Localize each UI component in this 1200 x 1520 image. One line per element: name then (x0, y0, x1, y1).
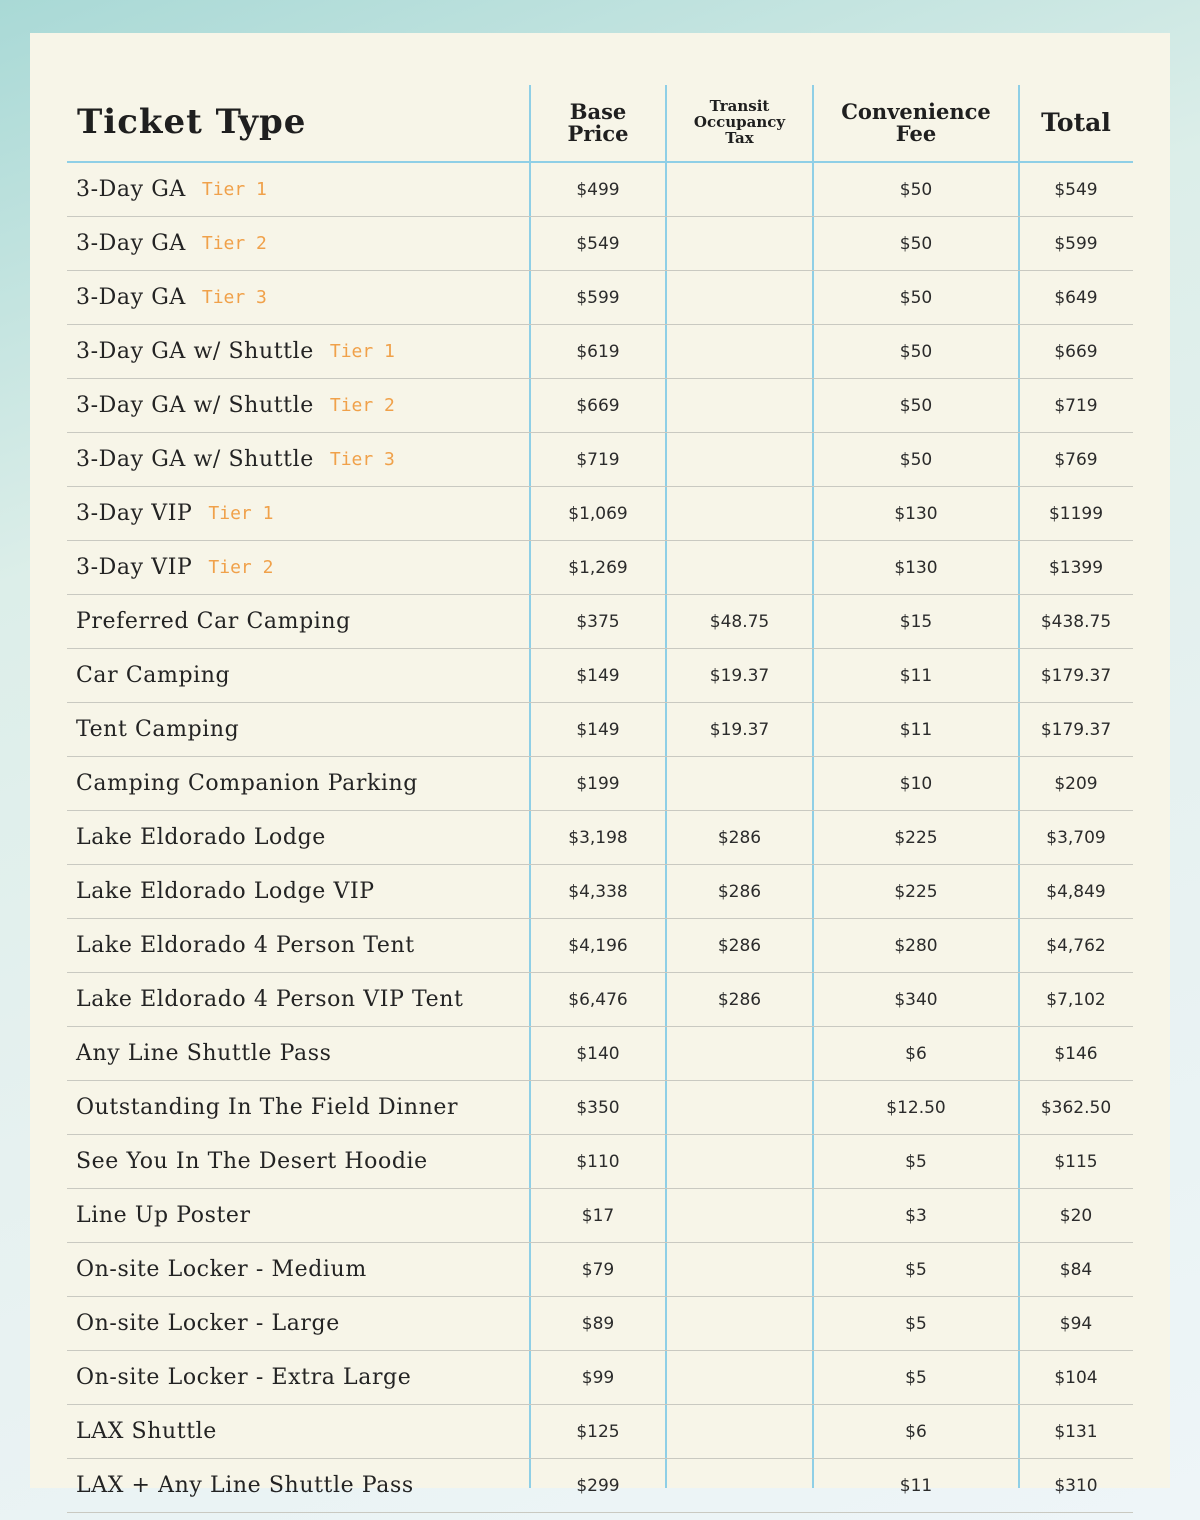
total-cell: $7,102 (1046, 989, 1106, 1010)
table-row (67, 163, 1133, 217)
convenience-fee-cell: $340 (894, 989, 938, 1010)
transit-tax-cell: $286 (717, 935, 762, 956)
table-body (67, 163, 1133, 1513)
transit-tax-cell (666, 433, 813, 486)
convenience-fee-cell: $50 (899, 449, 933, 470)
ticket-name: 3-Day VIP (76, 555, 193, 580)
transit-tax-cell (666, 1405, 813, 1458)
total-cell: $310 (1054, 1475, 1098, 1496)
total-cell: $20 (1059, 1205, 1093, 1226)
base-price-cell: $6,476 (568, 989, 628, 1010)
ticket-name: Preferred Car Camping (76, 609, 351, 634)
ticket-name-cell (76, 865, 375, 918)
total-cell: $599 (1054, 233, 1098, 254)
total-cell: $4,849 (1046, 881, 1106, 902)
total-cell: $179.37 (1040, 665, 1112, 686)
total-cell: $438.75 (1040, 611, 1112, 632)
ticket-name: On-site Locker - Large (76, 1311, 340, 1336)
base-price-cell: $4,338 (568, 881, 628, 902)
total-cell: $131 (1054, 1421, 1098, 1442)
convenience-fee-cell: $225 (894, 827, 938, 848)
table-row (67, 433, 1133, 487)
tier-label: Tier 1 (208, 503, 274, 524)
table-row (67, 1297, 1133, 1351)
ticket-name: Line Up Poster (76, 1203, 251, 1228)
ticket-name: Camping Companion Parking (76, 771, 418, 796)
header-transit-occupancy-tax: Transit Occupancy Tax (693, 97, 786, 147)
convenience-fee-cell: $3 (905, 1205, 927, 1226)
base-price-cell: $375 (576, 611, 620, 632)
transit-tax-cell (666, 487, 813, 540)
transit-tax-cell (666, 1459, 813, 1512)
convenience-fee-cell: $15 (899, 611, 933, 632)
ticket-name-cell (76, 595, 351, 648)
base-price-cell: $669 (576, 395, 620, 416)
base-price-cell: $199 (576, 773, 620, 794)
convenience-fee-cell: $50 (899, 179, 933, 200)
convenience-fee-cell: $50 (899, 395, 933, 416)
ticket-name: 3-Day VIP (76, 501, 193, 526)
transit-tax-cell: $286 (717, 881, 762, 902)
ticket-name: Outstanding In The Field Dinner (76, 1095, 459, 1120)
header-convenience-fee: Convenience Fee (841, 98, 991, 146)
convenience-fee-cell: $130 (894, 557, 938, 578)
ticket-name: Lake Eldorado 4 Person VIP Tent (76, 987, 464, 1012)
base-price-cell: $110 (576, 1151, 620, 1172)
total-cell: $179.37 (1040, 719, 1112, 740)
ticket-name-cell (76, 1081, 458, 1134)
price-table-card (30, 33, 1170, 1498)
transit-tax-cell (666, 1081, 813, 1134)
ticket-name-cell (76, 811, 326, 864)
table-row (67, 1459, 1133, 1513)
base-price-cell: $350 (576, 1097, 620, 1118)
transit-tax-cell (666, 271, 813, 324)
base-price-cell: $79 (581, 1259, 615, 1280)
ticket-name-cell (76, 1189, 251, 1242)
transit-tax-cell: $19.37 (709, 719, 770, 740)
ticket-name: 3-Day GA w/ Shuttle (76, 339, 314, 364)
base-price-cell: $149 (576, 665, 620, 686)
table-row (67, 1243, 1133, 1297)
table-row (67, 703, 1133, 757)
base-price-cell: $299 (576, 1475, 620, 1496)
ticket-name-cell (76, 271, 267, 324)
ticket-name-cell (76, 1297, 340, 1350)
transit-tax-cell (666, 217, 813, 270)
total-cell: $769 (1054, 449, 1098, 470)
convenience-fee-cell: $225 (894, 881, 938, 902)
tier-label: Tier 3 (201, 287, 267, 308)
tier-label: Tier 2 (329, 395, 395, 416)
table-row (67, 1351, 1133, 1405)
table-row (67, 379, 1133, 433)
base-price-cell: $3,198 (568, 827, 628, 848)
convenience-fee-cell: $280 (894, 935, 938, 956)
total-cell: $649 (1054, 287, 1098, 308)
ticket-name: Car Camping (76, 663, 231, 688)
total-cell: $549 (1054, 179, 1098, 200)
table-row (67, 325, 1133, 379)
base-price-cell: $140 (576, 1043, 620, 1064)
ticket-name-cell (76, 487, 273, 540)
total-cell: $669 (1054, 341, 1098, 362)
table-row (67, 487, 1133, 541)
total-cell: $3,709 (1046, 827, 1106, 848)
transit-tax-cell (666, 541, 813, 594)
base-price-cell: $99 (581, 1367, 615, 1388)
base-price-cell: $125 (576, 1421, 620, 1442)
ticket-name: Any Line Shuttle Pass (76, 1041, 332, 1066)
transit-tax-cell (666, 379, 813, 432)
table-row (67, 271, 1133, 325)
ticket-name-cell (76, 1135, 428, 1188)
header-total: Total (1041, 107, 1111, 137)
ticket-name-cell (76, 973, 463, 1026)
transit-tax-cell (666, 757, 813, 810)
transit-tax-cell: $48.75 (709, 611, 770, 632)
tier-label: Tier 1 (329, 341, 395, 362)
transit-tax-cell (666, 325, 813, 378)
tier-label: Tier 2 (201, 233, 267, 254)
ticket-name: On-site Locker - Medium (76, 1257, 367, 1282)
base-price-cell: $1,069 (568, 503, 628, 524)
ticket-name-cell (76, 1405, 217, 1458)
transit-tax-cell: $286 (717, 989, 762, 1010)
convenience-fee-cell: $50 (899, 287, 933, 308)
total-cell: $719 (1054, 395, 1098, 416)
ticket-name-cell (76, 649, 230, 702)
base-price-cell: $149 (576, 719, 620, 740)
total-cell: $362.50 (1040, 1097, 1112, 1118)
convenience-fee-cell: $50 (899, 233, 933, 254)
ticket-name: Tent Camping (76, 717, 240, 742)
transit-tax-cell (666, 1297, 813, 1350)
ticket-name-cell (76, 1027, 332, 1080)
base-price-cell: $549 (576, 233, 620, 254)
table-row (67, 1189, 1133, 1243)
ticket-name: Lake Eldorado Lodge VIP (76, 879, 375, 904)
transit-tax-cell (666, 1351, 813, 1404)
ticket-name-cell (76, 379, 395, 432)
convenience-fee-cell: $11 (899, 1475, 933, 1496)
total-cell: $115 (1054, 1151, 1098, 1172)
table-row (67, 541, 1133, 595)
ticket-name-cell (76, 1459, 414, 1512)
header-ticket-type: Ticket Type (77, 102, 307, 143)
table-row (67, 1081, 1133, 1135)
transit-tax-cell (666, 1135, 813, 1188)
convenience-fee-cell: $5 (905, 1313, 927, 1334)
base-price-cell: $89 (581, 1313, 615, 1334)
table-row (67, 865, 1133, 919)
tier-label: Tier 3 (329, 449, 395, 470)
table-row (67, 1027, 1133, 1081)
convenience-fee-cell: $5 (905, 1259, 927, 1280)
ticket-name: 3-Day GA (76, 285, 186, 310)
ticket-name: Lake Eldorado 4 Person Tent (76, 933, 415, 958)
convenience-fee-cell: $11 (899, 719, 933, 740)
transit-tax-cell (666, 163, 813, 216)
base-price-cell: $619 (576, 341, 620, 362)
table-row (67, 1405, 1133, 1459)
header-base-price: Base Price (567, 98, 629, 146)
convenience-fee-cell: $10 (899, 773, 933, 794)
convenience-fee-cell: $5 (905, 1151, 927, 1172)
ticket-name: 3-Day GA (76, 231, 186, 256)
ticket-name: On-site Locker - Extra Large (76, 1365, 412, 1390)
convenience-fee-cell: $12.50 (886, 1097, 946, 1118)
ticket-name-cell (76, 325, 395, 378)
ticket-name-cell (76, 1351, 411, 1404)
ticket-name: LAX + Any Line Shuttle Pass (76, 1473, 414, 1498)
table-header (67, 85, 1133, 163)
ticket-name-cell (76, 757, 418, 810)
table-row (67, 217, 1133, 271)
ticket-name-cell (76, 541, 273, 594)
total-cell: $94 (1059, 1313, 1093, 1334)
convenience-fee-cell: $6 (905, 1043, 927, 1064)
transit-tax-cell: $19.37 (709, 665, 770, 686)
table-row (67, 919, 1133, 973)
table-row (67, 649, 1133, 703)
ticket-name: 3-Day GA (76, 177, 186, 202)
table-row (67, 595, 1133, 649)
convenience-fee-cell: $6 (905, 1421, 927, 1442)
ticket-name: 3-Day GA w/ Shuttle (76, 447, 314, 472)
convenience-fee-cell: $11 (899, 665, 933, 686)
total-cell: $1199 (1048, 503, 1104, 524)
table-row (67, 973, 1133, 1027)
ticket-name: LAX Shuttle (76, 1419, 217, 1444)
table-row (67, 1135, 1133, 1189)
tier-label: Tier 2 (208, 557, 274, 578)
transit-tax-cell (666, 1243, 813, 1296)
ticket-name: Lake Eldorado Lodge (76, 825, 326, 850)
total-cell: $209 (1054, 773, 1098, 794)
base-price-cell: $1,269 (568, 557, 628, 578)
base-price-cell: $17 (581, 1205, 615, 1226)
total-cell: $104 (1054, 1367, 1098, 1388)
table-row (67, 811, 1133, 865)
total-cell: $4,762 (1046, 935, 1106, 956)
base-price-cell: $599 (576, 287, 620, 308)
convenience-fee-cell: $5 (905, 1367, 927, 1388)
transit-tax-cell (666, 1189, 813, 1242)
ticket-name-cell (76, 1243, 367, 1296)
transit-tax-cell: $286 (717, 827, 762, 848)
base-price-cell: $719 (576, 449, 620, 470)
base-price-cell: $4,196 (568, 935, 628, 956)
ticket-name-cell (76, 163, 267, 216)
total-cell: $1399 (1048, 557, 1104, 578)
convenience-fee-cell: $130 (894, 503, 938, 524)
ticket-name: See You In The Desert Hoodie (76, 1149, 428, 1174)
table-row (67, 757, 1133, 811)
ticket-name-cell (76, 433, 395, 486)
ticket-name-cell (76, 919, 415, 972)
transit-tax-cell (666, 1027, 813, 1080)
convenience-fee-cell: $50 (899, 341, 933, 362)
total-cell: $84 (1059, 1259, 1093, 1280)
total-cell: $146 (1054, 1043, 1098, 1064)
ticket-name-cell (76, 217, 267, 270)
ticket-name: 3-Day GA w/ Shuttle (76, 393, 314, 418)
tier-label: Tier 1 (201, 179, 267, 200)
base-price-cell: $499 (576, 179, 620, 200)
ticket-name-cell (76, 703, 239, 756)
